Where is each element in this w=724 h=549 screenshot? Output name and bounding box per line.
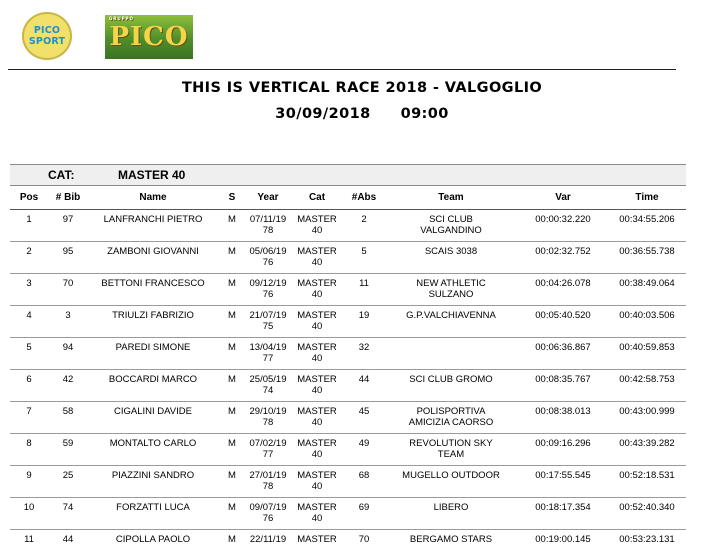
table-row [10,498,686,530]
column-header-time: Time [608,186,686,210]
table-row [10,530,686,549]
cell-cat: MASTER 40 [290,242,344,274]
table-row [10,338,686,370]
cell-var: 00:17:55.545 [518,466,608,498]
cell-bib: 74 [48,498,88,530]
cell-team [384,338,518,370]
cell-abs: 11 [344,274,384,306]
cell-year: 07/02/19 77 [246,434,290,466]
cell-year: 09/12/19 76 [246,274,290,306]
cell-bib: 97 [48,210,88,242]
cell-bib: 44 [48,530,88,549]
cell-cat: MASTER 40 [290,306,344,338]
cell-var: 00:05:40.520 [518,306,608,338]
cell-var: 00:19:00.145 [518,530,608,549]
column-header-cat: Cat [290,186,344,210]
column-header-abs: #Abs [344,186,384,210]
cell-abs: 5 [344,242,384,274]
cell-name: BOCCARDI MARCO [88,370,218,402]
cell-year: 21/07/19 75 [246,306,290,338]
cell-pos: 10 [10,498,48,530]
cell-sex: M [218,274,246,306]
cell-abs: 44 [344,370,384,402]
cell-cat: MASTER 40 [290,498,344,530]
cell-pos: 4 [10,306,48,338]
cell-team: SCI CLUB VALGANDINO [384,210,518,242]
cell-year: 05/06/19 76 [246,242,290,274]
cell-bib: 25 [48,466,88,498]
cell-sex: M [218,338,246,370]
cell-time: 00:52:40.340 [608,498,686,530]
cell-team: REVOLUTION SKY TEAM [384,434,518,466]
table-row [10,242,686,274]
cell-year: 22/11/19 [246,530,290,549]
cell-year: 29/10/19 78 [246,402,290,434]
cell-abs: 69 [344,498,384,530]
category-value: MASTER 40 [118,168,185,182]
cell-abs: 68 [344,466,384,498]
category-label: CAT: [48,168,74,182]
cell-team: NEW ATHLETIC SULZANO [384,274,518,306]
cell-bib: 59 [48,434,88,466]
cell-year: 13/04/19 77 [246,338,290,370]
cell-bib: 95 [48,242,88,274]
cell-pos: 1 [10,210,48,242]
cell-team: SCAIS 3038 [384,242,518,274]
cell-sex: M [218,370,246,402]
column-header-bib: # Bib [48,186,88,210]
cell-bib: 70 [48,274,88,306]
table-row [10,402,686,434]
cell-name: PIAZZINI SANDRO [88,466,218,498]
cell-cat: MASTER 40 [290,466,344,498]
cell-name: LANFRANCHI PIETRO [88,210,218,242]
cell-team: G.P.VALCHIAVENNA [384,306,518,338]
cell-sex: M [218,434,246,466]
cell-bib: 58 [48,402,88,434]
column-header-sex: S [218,186,246,210]
cell-cat: MASTER [290,530,344,549]
cell-var: 00:02:32.752 [518,242,608,274]
cell-name: CIGALINI DAVIDE [88,402,218,434]
table-row [10,306,686,338]
cell-bib: 3 [48,306,88,338]
race-datetime [0,106,724,122]
pico-logo: GRUPPO PICO [105,15,193,59]
cell-var: 00:18:17.354 [518,498,608,530]
cell-bib: 42 [48,370,88,402]
column-header-name: Name [88,186,218,210]
cell-name: TRIULZI FABRIZIO [88,306,218,338]
cell-team: BERGAMO STARS [384,530,518,549]
cell-name: MONTALTO CARLO [88,434,218,466]
table-row [10,434,686,466]
cell-bib: 94 [48,338,88,370]
results-table-container [10,164,686,549]
cell-time: 00:38:49.064 [608,274,686,306]
cell-name: PAREDI SIMONE [88,338,218,370]
cell-abs: 2 [344,210,384,242]
cell-year: 07/11/19 78 [246,210,290,242]
cell-var: 00:08:35.767 [518,370,608,402]
column-header-var: Var [518,186,608,210]
cell-name: BETTONI FRANCESCO [88,274,218,306]
cell-time: 00:43:00.999 [608,402,686,434]
cell-var: 00:00:32.220 [518,210,608,242]
cell-name: FORZATTI LUCA [88,498,218,530]
table-row [10,210,686,242]
cell-sex: M [218,530,246,549]
cell-sex: M [218,306,246,338]
column-header-pos: Pos [10,186,48,210]
page-title: THIS IS VERTICAL RACE 2018 - VALGOGLIO [0,80,724,96]
cell-team: SCI CLUB GROMO [384,370,518,402]
cell-pos: 5 [10,338,48,370]
cell-time: 00:40:03.506 [608,306,686,338]
cell-pos: 11 [10,530,48,549]
cell-cat: MASTER 40 [290,274,344,306]
cell-cat: MASTER 40 [290,434,344,466]
cell-cat: MASTER 40 [290,338,344,370]
table-row [10,370,686,402]
pico-sport-logo: PICO SPORT [22,12,72,60]
cell-pos: 2 [10,242,48,274]
cell-year: 27/01/19 78 [246,466,290,498]
header-divider [8,69,676,70]
cell-sex: M [218,466,246,498]
cell-abs: 49 [344,434,384,466]
cell-time: 00:53:23.131 [608,530,686,549]
cell-var: 00:08:38.013 [518,402,608,434]
cell-pos: 3 [10,274,48,306]
category-bar [10,164,686,186]
cell-sex: M [218,498,246,530]
cell-abs: 19 [344,306,384,338]
cell-time: 00:36:55.738 [608,242,686,274]
table-row [10,466,686,498]
cell-name: ZAMBONI GIOVANNI [88,242,218,274]
cell-time: 00:43:39.282 [608,434,686,466]
table-row [10,274,686,306]
cell-pos: 9 [10,466,48,498]
cell-year: 09/07/19 76 [246,498,290,530]
cell-var: 00:04:26.078 [518,274,608,306]
cell-abs: 70 [344,530,384,549]
race-time: 09:00 [401,106,449,122]
cell-pos: 8 [10,434,48,466]
cell-cat: MASTER 40 [290,210,344,242]
cell-time: 00:52:18.531 [608,466,686,498]
cell-pos: 7 [10,402,48,434]
cell-team: POLISPORTIVA AMICIZIA CAORSO [384,402,518,434]
cell-pos: 6 [10,370,48,402]
cell-sex: M [218,242,246,274]
cell-time: 00:40:59.853 [608,338,686,370]
cell-team: MUGELLO OUTDOOR [384,466,518,498]
cell-sex: M [218,402,246,434]
cell-abs: 45 [344,402,384,434]
cell-cat: MASTER 40 [290,402,344,434]
cell-cat: MASTER 40 [290,370,344,402]
cell-year: 25/05/19 74 [246,370,290,402]
cell-var: 00:06:36.867 [518,338,608,370]
cell-time: 00:42:58.753 [608,370,686,402]
cell-time: 00:34:55.206 [608,210,686,242]
cell-team: LIBERO [384,498,518,530]
cell-abs: 32 [344,338,384,370]
race-date: 30/09/2018 [275,106,370,122]
column-header-year: Year [246,186,290,210]
results-table [10,186,686,549]
cell-sex: M [218,210,246,242]
cell-name: CIPOLLA PAOLO [88,530,218,549]
cell-var: 00:09:16.296 [518,434,608,466]
column-header-team: Team [384,186,518,210]
